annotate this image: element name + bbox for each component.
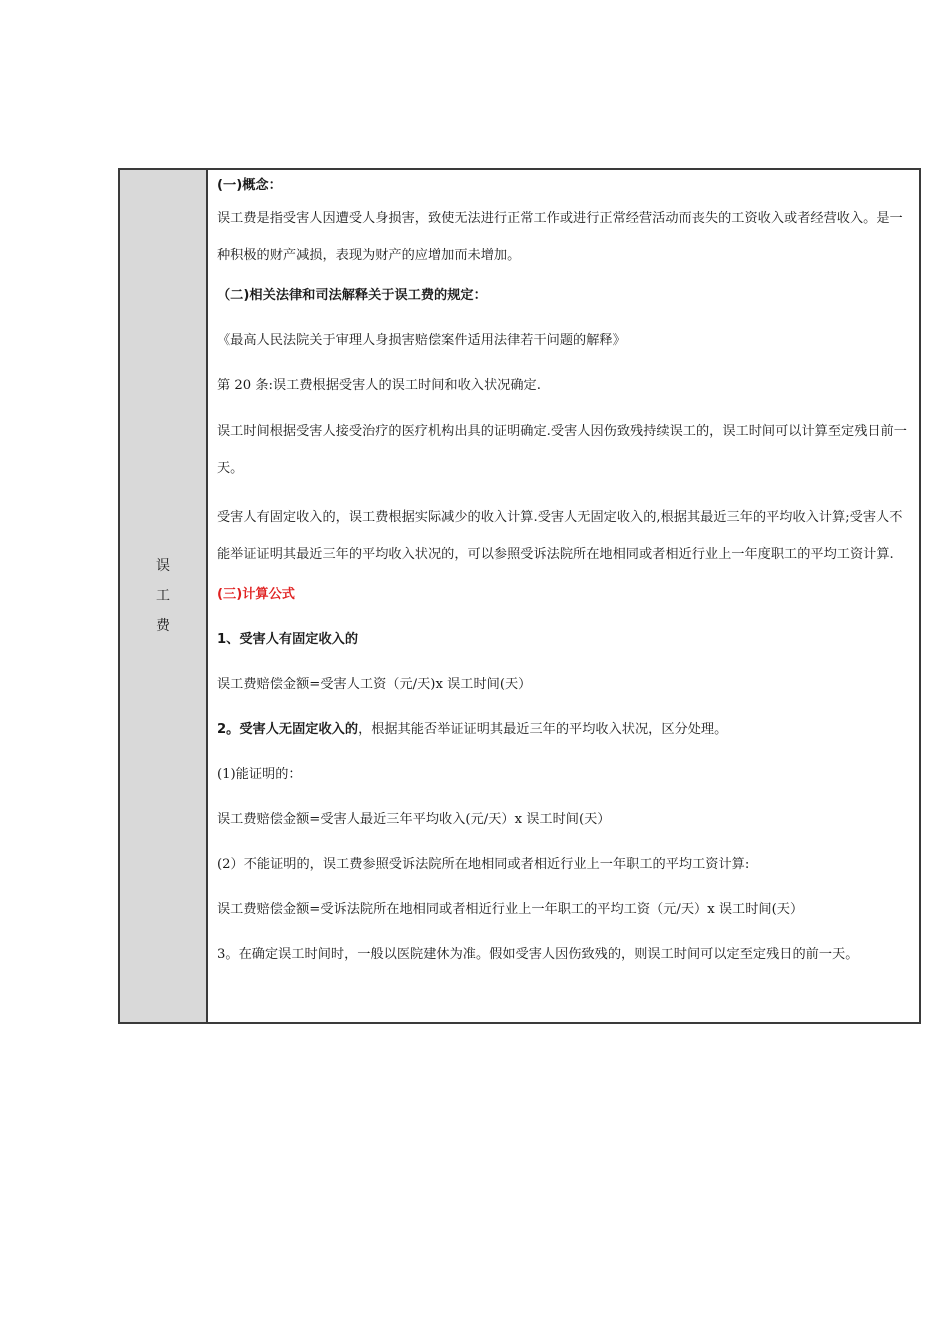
content-cell (208, 170, 919, 1022)
formula-2-rest: ，根据其能否举证证明其最近三年的平均收入状况，区分处理。 (358, 722, 728, 737)
section-1-body: 误工费是指受害人因遭受人身损害，致使无法进行正常工作或进行正常经营活动而丧失的工资收入或者经营收入。是一种积极的财产减损，表现为财产的应增加而未增加。 (217, 211, 903, 263)
formula-2-sub-2: (2）不能证明的，误工费参照受诉法院所在地相同或者相近行业上一年职工的平均工资计算: (217, 857, 750, 872)
formula-2-heading: 2。受害人无固定收入的 (217, 722, 359, 737)
row-label-cell (120, 170, 208, 1022)
section-1-heading: (一)概念： (217, 178, 282, 193)
formula-1: 误工费赔偿金额=受害人工资（元/天)x 误工时间(天） (217, 677, 532, 692)
formula-2-sub-1: (1)能证明的： (217, 767, 302, 782)
formula-2-intro (217, 720, 913, 740)
compensation-table (118, 168, 921, 1024)
section-2-para-2: 受害人有固定收入的，误工费根据实际减少的收入计算.受害人无固定收入的,根据其最近三年的平均收入计算;受害人不能举证证明其最近三年的平均收入状况的，可以参照受诉法院所在地相同或者相近行业上一年度职工的平均工资计算. (217, 510, 903, 562)
section-2-para-1: 误工时间根据受害人接受治疗的医疗机构出具的证明确定.受害人因伤致残持续误工的，误工时间可以计算至定残日前一天。 (217, 424, 907, 476)
section-2-heading: （二)相关法律和司法解释关于误工费的规定： (217, 288, 487, 303)
formula-1-heading: 1、受害人有固定收入的 (217, 632, 359, 647)
section-2-source: 《最高人民法院关于审理人身损害赔偿案件适用法律若干问题的解释》 (217, 333, 626, 348)
formula-2-sub-2-formula: 误工费赔偿金额=受诉法院所在地相同或者相近行业上一年职工的平均工资（元/天）x 误工时间(天） (217, 902, 804, 917)
section-3-heading: (三)计算公式 (217, 587, 295, 602)
section-2-article: 第 20 条:误工费根据受害人的误工时间和收入状况确定. (217, 378, 541, 393)
formula-3-note: 3。在确定误工时间时，一般以医院建休为准。假如受害人因伤致残的，则误工时间可以定至定残日的前一天。 (217, 947, 859, 962)
row-label: 误 工 费 (156, 558, 178, 634)
formula-2-sub-1-formula: 误工费赔偿金额=受害人最近三年平均收入(元/天）x 误工时间(天） (217, 812, 611, 827)
